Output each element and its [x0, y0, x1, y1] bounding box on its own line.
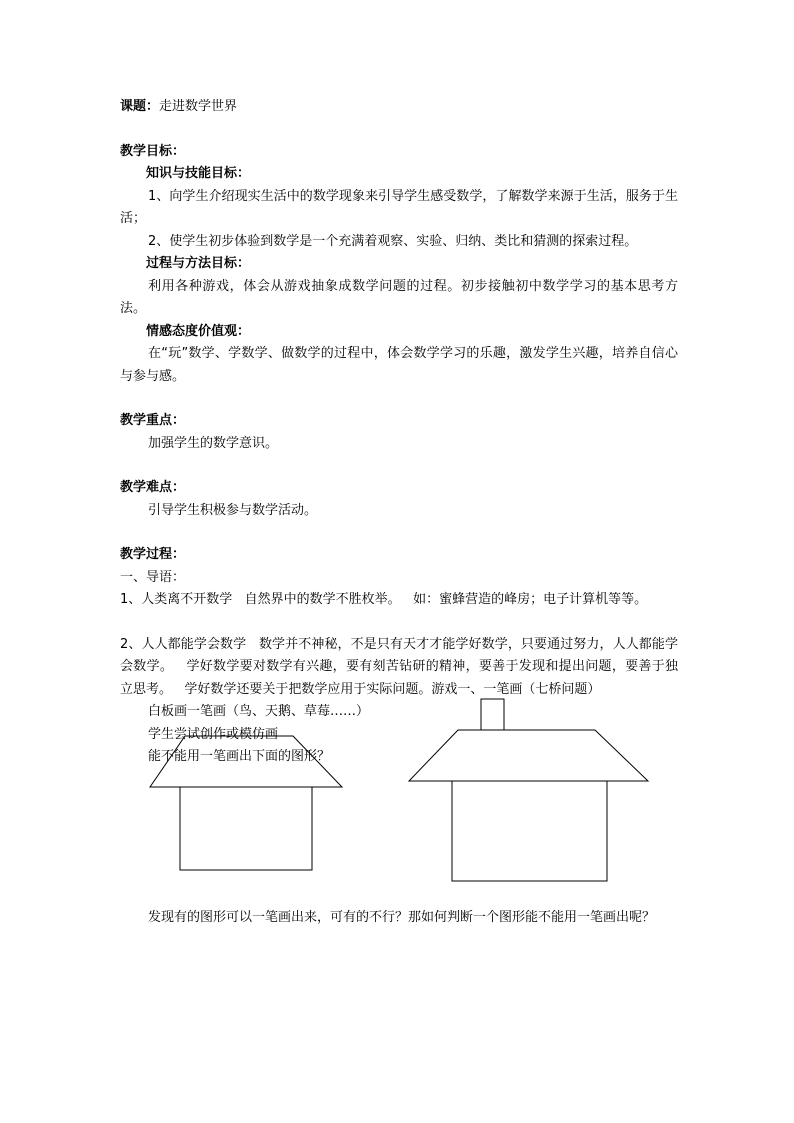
procedure-line-c: 能不能用一笔画出下面的图形？: [148, 749, 331, 764]
attitude-text: 在“玩”数学、学数学、做数学的过程中，体会数学学习的乐趣，激发学生兴趣，培养自信心与参与感。: [120, 346, 678, 384]
objectives-heading: 教学目标：: [120, 143, 186, 159]
left-house-body: [180, 787, 312, 870]
process-text: 利用各种游戏，体会从游戏抽象成数学问题的过程。初步接触初中数学学习的基本思考方法。: [120, 278, 678, 316]
closing-paragraph: [120, 906, 678, 930]
knowledge-item-2: 2、使学生初步体验到数学是一个充满着观察、实验、归纳、类比和猜测的探索过程。: [148, 233, 638, 249]
left-house-roof: [150, 736, 342, 787]
procedure-item-2: 2、人人都能学会数学 数学并不神秘，不是只有天才才能学好数学，只要通过努力，人人都能学会数学。 学好数学要对数学有兴趣，要有刻苦钻研的精神，要善于发现和提出问题，要善于独立思考。 学好数学还要关于把数学应用于实际问题。游戏一、一笔画（七桥问题）: [120, 636, 678, 697]
difficulty-heading: 教学难点：: [120, 480, 186, 495]
house-figure-left: [150, 736, 342, 870]
house-figure-right: [409, 699, 648, 881]
knowledge-heading: 知识与技能目标：: [146, 166, 251, 181]
difficulty-text: 引导学生积极参与数学活动。: [148, 502, 318, 518]
lesson-title-label: 课题：: [120, 99, 160, 114]
lesson-title-text: 走进数学世界: [159, 99, 238, 114]
right-house-body: [452, 781, 607, 881]
attitude-heading: 情感态度价值观：: [146, 323, 251, 339]
procedure-heading: 教学过程：: [120, 547, 186, 562]
knowledge-item-1: 1、向学生介绍现实生活中的数学现象来引导学生感受数学，了解数学来源于生活，服务于生活；: [120, 188, 678, 226]
procedure-intro: 一、导语：: [120, 569, 186, 585]
procedure-item-1: 1、人类离不开数学 自然界中的数学不胜枚举。 如：蜜蜂营造的峰房；电子计算机等等。: [120, 592, 648, 607]
procedure-line-a: 白板画一笔画（鸟、天鹅、草莓……）: [148, 704, 370, 719]
key-point-heading: 教学重点：: [120, 413, 186, 428]
key-point-text: 加强学生的数学意识。: [148, 435, 279, 451]
procedure-line-b: 学生尝试创作或模仿画: [148, 726, 279, 742]
closing-text: 发现有的图形可以一笔画出来，可有的不行？那如何判断一个图形能不能用一笔画出呢？: [148, 910, 656, 925]
right-house-chimney: [481, 699, 504, 730]
right-house-roof: [409, 730, 648, 781]
process-heading: 过程与方法目标：: [146, 256, 251, 271]
